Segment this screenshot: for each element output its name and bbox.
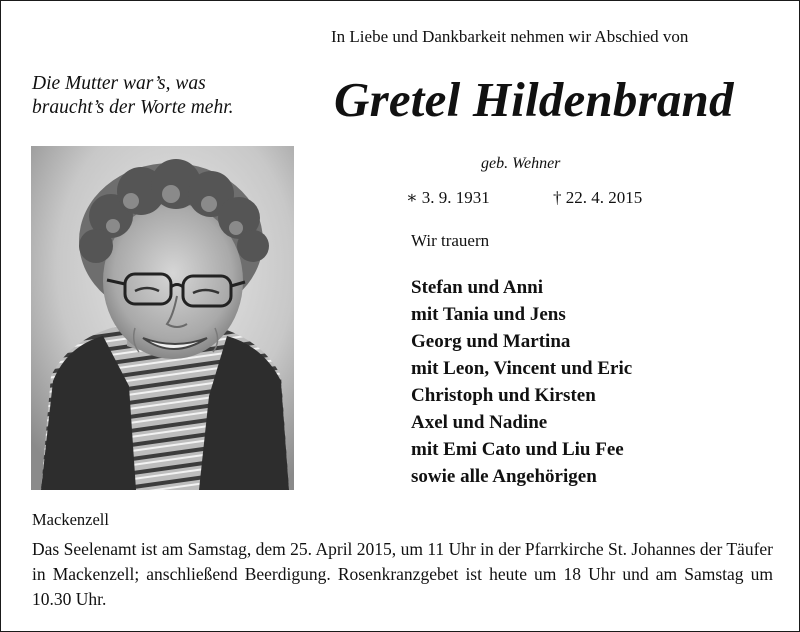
death-date: † 22. 4. 2015 [553,188,643,207]
mourning-intro: Wir trauern [411,231,490,250]
quote-line-2: braucht’s der Worte mehr. [32,97,234,118]
birth-name: geb. Wehner [481,155,561,172]
family-line: Axel und Nadine [411,412,548,433]
family-line: sowie alle Angehörigen [411,466,597,487]
intro-line: In Liebe und Dankbarkeit nehmen wir Abschied von [331,27,689,46]
family-line: Stefan und Anni [411,277,544,298]
family-line: Georg und Martina [411,331,571,352]
family-line: mit Tania und Jens [411,304,566,325]
place-name: Mackenzell [32,510,109,529]
deceased-name: Gretel Hildenbrand [334,72,734,127]
family-line: Christoph und Kirsten [411,385,596,406]
service-details: Das Seelenamt ist am Samstag, dem 25. April 2015, um 11 Uhr in der Pfarrkirche St. Johannes der Täufer in Mackenzell; anschließend Beerdigung. Rosenkranzgebet ist heute um 18 Uhr und am Samstag um 10.30 Uhr. [32,539,773,609]
birth-date: ∗ 3. 9. 1931 [406,188,490,207]
family-list [411,274,632,490]
family-line: mit Emi Cato und Liu Fee [411,439,624,460]
quote-line-1: Die Mutter war’s, was [32,73,206,94]
family-line: mit Leon, Vincent und Eric [411,358,633,379]
portrait-photo [31,146,294,490]
quote [32,72,234,120]
portrait-image [31,146,294,490]
